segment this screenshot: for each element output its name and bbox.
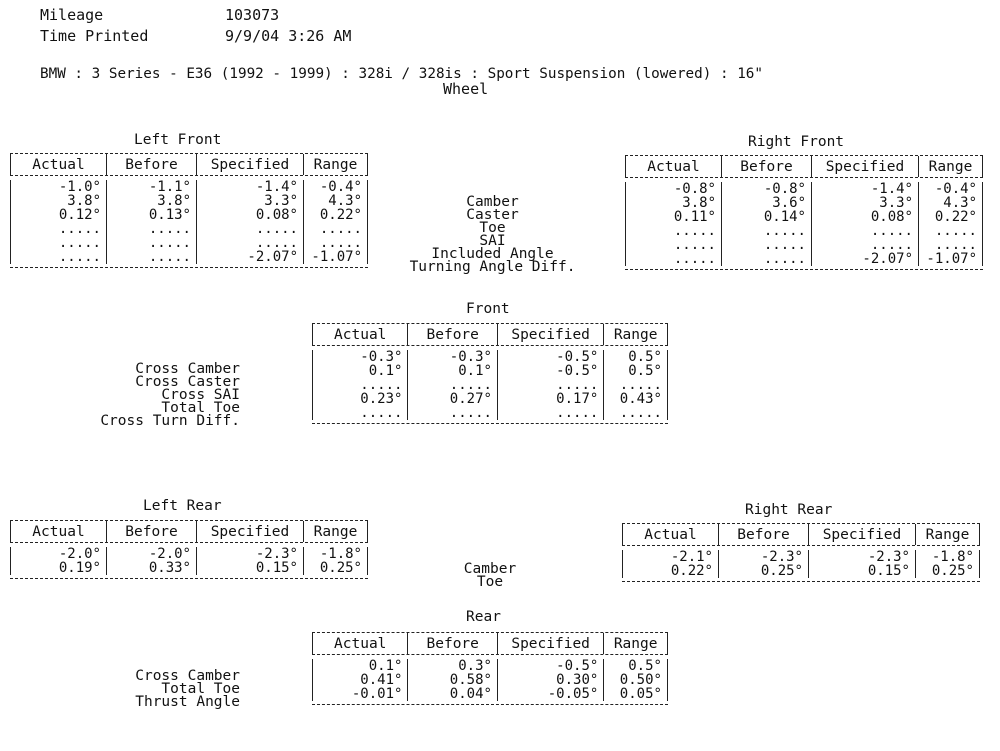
table-cell: 0.08°: [196, 208, 303, 222]
table-header-row: [10, 154, 368, 176]
rear-measurement-labels: [440, 563, 540, 589]
table-cell: -2.3°: [196, 547, 303, 561]
table-row: [625, 210, 983, 224]
column-header: Specified: [497, 324, 603, 345]
column-header: Actual: [10, 521, 106, 542]
table-cell: 0.08°: [811, 210, 918, 224]
table-cell: .....: [196, 222, 303, 236]
column-header: Specified: [196, 521, 303, 542]
left-rear-title: Left Rear: [143, 498, 222, 514]
table-cell: 0.15°: [196, 561, 303, 575]
table-row: [312, 350, 668, 364]
table-cell: 0.43°: [603, 392, 668, 406]
table-row: [312, 687, 668, 701]
table-cell: -1.8°: [303, 547, 368, 561]
column-header: Specified: [808, 524, 915, 545]
measurement-label: Camber: [466, 194, 519, 210]
right-rear-table: [622, 523, 980, 582]
table-header-row: [622, 524, 980, 546]
right-rear-title: Right Rear: [745, 502, 833, 518]
column-header: Range: [918, 156, 983, 177]
measurement-label: Total Toe: [161, 400, 240, 416]
table-cell: -1.8°: [915, 550, 980, 564]
right-front-title: Right Front: [748, 134, 845, 150]
table-cell: -0.3°: [312, 350, 407, 364]
table-header-row: [625, 156, 983, 178]
table-row: [625, 196, 983, 210]
table-cell: 0.22°: [303, 208, 368, 222]
table-row: [312, 406, 668, 420]
left-front-table: [10, 153, 368, 268]
table-cell: .....: [721, 224, 811, 238]
front-title: Front: [466, 301, 510, 317]
table-cell: 0.13°: [106, 208, 196, 222]
table-row: [312, 659, 668, 673]
table-cell: 0.25°: [915, 564, 980, 578]
table-cell: 0.41°: [312, 673, 407, 687]
table-row: [10, 561, 368, 575]
column-header: Before: [721, 156, 811, 177]
table-row: [10, 208, 368, 222]
table-cell: 0.5°: [603, 364, 668, 378]
table-cell: -0.05°: [497, 687, 603, 701]
column-header: Range: [603, 633, 668, 654]
rear-table: [312, 632, 668, 705]
measurement-label: Caster: [466, 207, 519, 223]
table-cell: 0.15°: [808, 564, 915, 578]
table-cell: -0.5°: [497, 350, 603, 364]
table-cell: 3.8°: [625, 196, 721, 210]
table-cell: -2.0°: [106, 547, 196, 561]
measurement-label: Cross Camber: [135, 361, 240, 377]
table-cell: -0.4°: [918, 182, 983, 196]
table-cell: 0.22°: [918, 210, 983, 224]
left-rear-table: [10, 520, 368, 579]
table-cell: .....: [106, 236, 196, 250]
table-cell: .....: [303, 236, 368, 250]
table-header-row: [312, 633, 668, 655]
rear-title: Rear: [466, 609, 501, 625]
table-cell: .....: [106, 250, 196, 264]
table-cell: 0.3°: [407, 659, 496, 673]
table-cell: 0.1°: [312, 659, 407, 673]
column-header: Specified: [811, 156, 918, 177]
mileage-label: Mileage: [40, 6, 104, 24]
table-cell: -1.1°: [106, 180, 196, 194]
table-cell: .....: [10, 236, 106, 250]
table-cell: -1.07°: [303, 250, 368, 264]
measurement-label: Cross Caster: [135, 374, 240, 390]
table-row: [312, 364, 668, 378]
table-cell: .....: [407, 378, 496, 392]
table-cell: .....: [625, 238, 721, 252]
table-cell: -2.1°: [622, 550, 718, 564]
rear-cross-labels: [80, 670, 240, 709]
table-cell: 0.25°: [303, 561, 368, 575]
column-header: Specified: [497, 633, 603, 654]
vehicle-description-wheel: Wheel: [443, 80, 489, 98]
table-cell: .....: [10, 222, 106, 236]
table-cell: -0.01°: [312, 687, 407, 701]
table-cell: 0.27°: [407, 392, 496, 406]
measurement-label: Toe: [479, 220, 506, 236]
table-cell: -2.07°: [811, 252, 918, 266]
table-cell: -2.07°: [196, 250, 303, 264]
table-cell: .....: [625, 224, 721, 238]
table-cell: 3.8°: [10, 194, 106, 208]
table-cell: -0.8°: [625, 182, 721, 196]
column-header: Range: [915, 524, 980, 545]
table-cell: 0.58°: [407, 673, 496, 687]
column-header: Before: [106, 154, 196, 175]
table-cell: .....: [811, 238, 918, 252]
table-row: [312, 392, 668, 406]
measurement-label: SAI: [479, 233, 506, 249]
table-cell: .....: [918, 224, 983, 238]
table-cell: -0.8°: [721, 182, 811, 196]
column-header: Specified: [196, 154, 303, 175]
vehicle-description: BMW : 3 Series - E36 (1992 - 1999) : 328i / 328is : Sport Suspension (lowered) : 16": [40, 66, 764, 82]
table-cell: .....: [312, 406, 407, 420]
column-header: Range: [603, 324, 668, 345]
measurement-label: Cross Camber: [135, 668, 240, 684]
table-cell: 0.1°: [407, 364, 496, 378]
table-cell: -1.0°: [10, 180, 106, 194]
column-header: Before: [407, 324, 496, 345]
table-cell: .....: [10, 250, 106, 264]
table-cell: .....: [721, 238, 811, 252]
table-cell: 4.3°: [918, 196, 983, 210]
table-cell: .....: [721, 252, 811, 266]
table-cell: .....: [106, 222, 196, 236]
table-cell: 0.22°: [622, 564, 718, 578]
front-cross-labels: [80, 363, 240, 428]
measurement-label: Toe: [476, 574, 504, 590]
table-row: [625, 182, 983, 196]
mileage-value: 103073: [225, 6, 280, 24]
table-cell: 0.5°: [603, 350, 668, 364]
measurement-label: Turning Angle Diff.: [409, 259, 576, 275]
table-cell: 3.3°: [811, 196, 918, 210]
measurement-label: Camber: [463, 561, 517, 577]
measurement-label: Cross SAI: [161, 387, 240, 403]
table-cell: 4.3°: [303, 194, 368, 208]
table-cell: 0.23°: [312, 392, 407, 406]
measurement-label: Included Angle: [431, 246, 554, 262]
table-cell: 0.11°: [625, 210, 721, 224]
table-cell: .....: [407, 406, 496, 420]
table-cell: 0.25°: [718, 564, 808, 578]
table-row: [625, 238, 983, 252]
table-cell: .....: [625, 252, 721, 266]
table-cell: 0.05°: [603, 687, 668, 701]
table-cell: -1.4°: [811, 182, 918, 196]
table-cell: 3.8°: [106, 194, 196, 208]
right-front-table: [625, 155, 983, 270]
table-cell: -0.3°: [407, 350, 496, 364]
table-row: [10, 222, 368, 236]
table-cell: .....: [811, 224, 918, 238]
table-cell: -1.4°: [196, 180, 303, 194]
column-header: Before: [106, 521, 196, 542]
table-header-row: [10, 521, 368, 543]
table-row: [625, 252, 983, 266]
front-table: [312, 323, 668, 424]
table-row: [10, 194, 368, 208]
table-cell: -0.4°: [303, 180, 368, 194]
table-cell: 0.19°: [10, 561, 106, 575]
table-cell: -2.0°: [10, 547, 106, 561]
table-row: [625, 224, 983, 238]
column-header: Actual: [625, 156, 721, 177]
table-cell: 0.14°: [721, 210, 811, 224]
column-header: Actual: [10, 154, 106, 175]
table-cell: .....: [603, 406, 668, 420]
table-cell: -1.07°: [918, 252, 983, 266]
table-row: [10, 547, 368, 561]
table-cell: .....: [312, 378, 407, 392]
table-row: [10, 250, 368, 264]
column-header: Actual: [312, 324, 407, 345]
time-printed-label: Time Printed: [40, 27, 149, 45]
table-cell: 0.50°: [603, 673, 668, 687]
table-cell: 0.04°: [407, 687, 496, 701]
table-row: [622, 564, 980, 578]
column-header: Range: [303, 154, 368, 175]
table-cell: .....: [918, 238, 983, 252]
time-printed-value: 9/9/04 3:26 AM: [225, 27, 352, 45]
table-cell: 0.1°: [312, 364, 407, 378]
table-cell: 0.12°: [10, 208, 106, 222]
measurement-label: Cross Turn Diff.: [100, 413, 240, 429]
table-row: [312, 673, 668, 687]
front-measurement-labels: [395, 196, 590, 274]
table-cell: -0.5°: [497, 659, 603, 673]
table-cell: .....: [497, 378, 603, 392]
column-header: Range: [303, 521, 368, 542]
table-cell: .....: [497, 406, 603, 420]
table-cell: 0.30°: [497, 673, 603, 687]
left-front-title: Left Front: [134, 132, 222, 148]
measurement-label: Total Toe: [161, 681, 240, 697]
table-cell: -2.3°: [718, 550, 808, 564]
table-cell: .....: [603, 378, 668, 392]
table-cell: .....: [196, 236, 303, 250]
table-cell: 0.5°: [603, 659, 668, 673]
column-header: Actual: [312, 633, 407, 654]
table-row: [10, 180, 368, 194]
table-row: [622, 550, 980, 564]
column-header: Before: [718, 524, 808, 545]
table-cell: -2.3°: [808, 550, 915, 564]
table-cell: 0.33°: [106, 561, 196, 575]
column-header: Actual: [622, 524, 718, 545]
table-row: [312, 378, 668, 392]
column-header: Before: [407, 633, 496, 654]
table-cell: 3.3°: [196, 194, 303, 208]
table-row: [10, 236, 368, 250]
measurement-label: Thrust Angle: [135, 694, 240, 710]
table-cell: 3.6°: [721, 196, 811, 210]
table-cell: 0.17°: [497, 392, 603, 406]
table-cell: -0.5°: [497, 364, 603, 378]
table-cell: .....: [303, 222, 368, 236]
table-header-row: [312, 324, 668, 346]
